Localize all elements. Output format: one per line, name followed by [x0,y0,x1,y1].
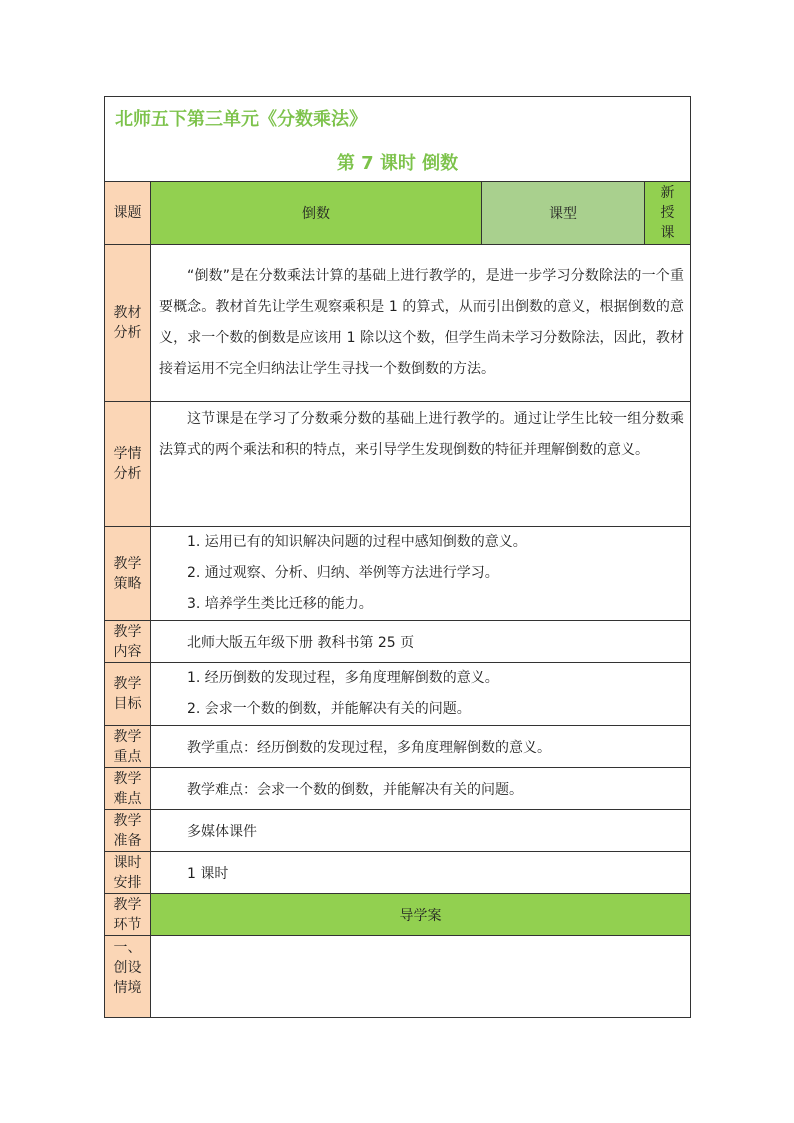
preparation-text: 多媒体课件 [151,810,691,852]
list-item: 3. 培养学生类比迁移的能力。 [187,596,373,612]
student-analysis-row [105,402,691,527]
difficulties-row [105,768,691,810]
student-analysis-text: 这节课是在学习了分数乘分数的基础上进行教学的。通过让学生比较一组分数乘法算式的两个乘法和积的特点，来引导学生发现倒数的特征并理解倒数的意义。 [151,402,691,527]
schedule-label: 课时安排 [105,852,151,894]
material-analysis-text: “倒数”是在分数乘法计算的基础上进行教学的，是进一步学习分数除法的一个重要概念。教材首先让学生观察乘积是 1 的算式，从而引出倒数的意义，根据倒数的意义，求一个数的倒数是应该用 1 除以这个数，但学生尚未学习分数除法，因此，教材接着运用不完全归纳法让学生寻找一个数倒数的方法。 [151,245,691,402]
strategy-list [151,527,691,621]
page-subtitle: 第 7 课时 倒数 [336,153,459,174]
section-one-row [105,936,691,1018]
list-item: 1. 经历倒数的发现过程，多角度理解倒数的意义。 [187,670,499,686]
material-analysis-row [105,245,691,402]
title-cell [105,97,691,182]
difficulties-text: 教学难点：会求一个数的倒数，并能解决有关的问题。 [151,768,691,810]
schedule-row [105,852,691,894]
content-label: 教学内容 [105,621,151,663]
lesson-plan-table [104,96,691,1018]
section-header-row [105,894,691,936]
preparation-row [105,810,691,852]
content-text: 北师大版五年级下册 教科书第 25 页 [151,621,691,663]
objectives-list [151,663,691,726]
strategy-label: 教学策略 [105,527,151,621]
section-header-label: 教学环节 [105,894,151,936]
section-one-content [151,936,691,1018]
list-item: 2. 通过观察、分析、归纳、举例等方法进行学习。 [187,565,499,581]
type-label: 课型 [482,182,645,245]
difficulties-label: 教学难点 [105,768,151,810]
key-points-text: 教学重点：经历倒数的发现过程，多角度理解倒数的意义。 [151,726,691,768]
preparation-label: 教学准备 [105,810,151,852]
section-header-text: 导学案 [151,894,691,936]
list-item: 1. 运用已有的知识解决问题的过程中感知倒数的意义。 [187,534,527,550]
page-title: 北师五下第三单元《分数乘法》 [115,109,367,130]
objectives-row [105,663,691,726]
student-analysis-label: 学情分析 [105,402,151,527]
title-row [105,97,691,182]
topic-row [105,182,691,245]
topic-label: 课题 [105,182,151,245]
list-item: 2. 会求一个数的倒数，并能解决有关的问题。 [187,701,471,717]
key-points-row [105,726,691,768]
section-one-label: 一、创设情境 [105,936,151,1018]
type-value: 新授课 [645,182,691,245]
objectives-label: 教学目标 [105,663,151,726]
material-analysis-label: 教材分析 [105,245,151,402]
strategy-row [105,527,691,621]
content-row [105,621,691,663]
schedule-text: 1 课时 [151,852,691,894]
key-points-label: 教学重点 [105,726,151,768]
topic-value: 倒数 [151,182,482,245]
